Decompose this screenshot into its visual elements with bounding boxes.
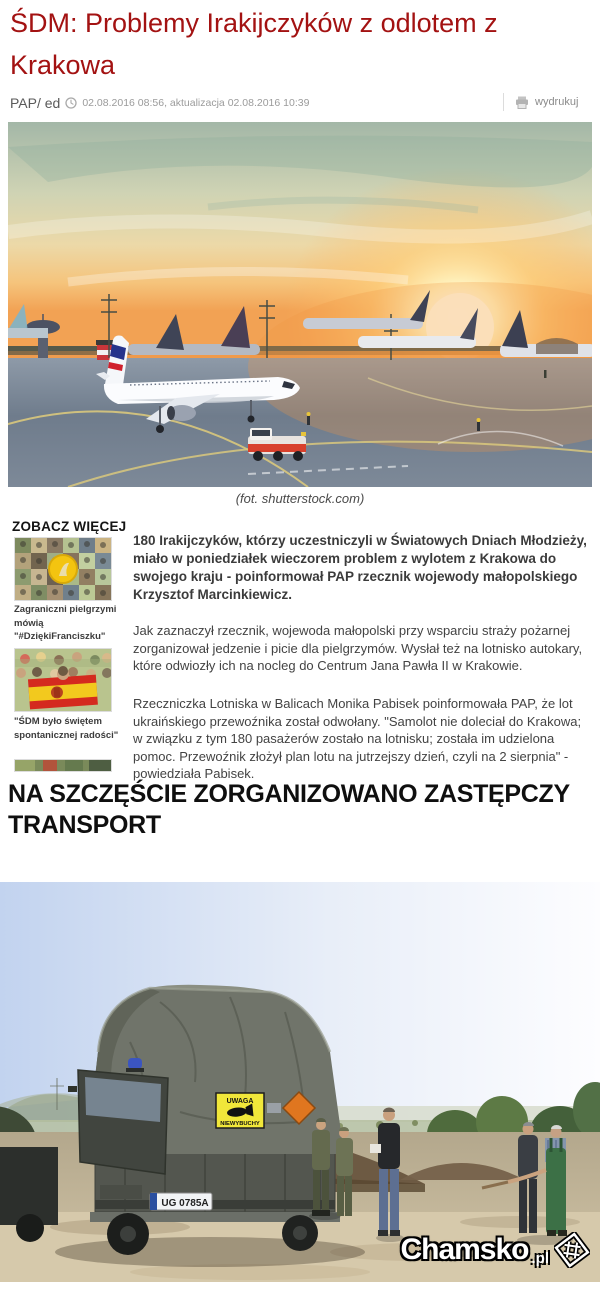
watermark-text: Chamsko — [400, 1233, 529, 1266]
related-link-2[interactable]: "ŚDM było świętem spontanicznej radości" — [14, 716, 119, 741]
warning-sign-line1: UWAGA — [226, 1098, 254, 1105]
clock-icon — [65, 97, 77, 109]
spanish-flag-crowd-image — [15, 649, 111, 711]
byline-timestamp: 02.08.2016 08:56, aktualizacja 02.08.2016 10:39 — [82, 97, 310, 109]
license-plate: UG 0785A — [161, 1198, 209, 1209]
airport-sunset-illustration — [8, 122, 592, 487]
page-title: ŚDM: Problemy Irakijczyków z odlotem z Krakowa — [10, 8, 498, 80]
bottom-photo-truck — [0, 882, 600, 1282]
print-button[interactable] — [503, 93, 578, 111]
byline — [10, 95, 309, 111]
watermark-suffix: .pl — [531, 1250, 549, 1267]
article-paragraph-2: Rzeczniczka Lotniska w Balicach Monika Pabisek poinformowała PAP, że lot ukraińskiego przewoźnika został odwołany. "Samolot nie doleciał do Krakowa; w związku z tym 180 pasażerów zostało na lotnisku; została im udzielona pomoc. Przewoźnik złożył plan lotu na jutrzejszy dzień, czyli na 2 sierpnia" - powiedziała Pabisek. — [133, 696, 582, 781]
photo-caption: (fot. shutterstock.com) — [235, 491, 365, 506]
related-thumbnail-1[interactable] — [14, 537, 112, 601]
warning-sign-line2: NIEWYBUCHY — [220, 1121, 260, 1127]
related-thumbnail-2[interactable] — [14, 648, 112, 712]
print-label: wydrukuj — [535, 96, 579, 108]
printer-icon — [515, 96, 529, 109]
byline-source: PAP/ ed — [10, 95, 61, 111]
crowd-collage-image — [15, 538, 111, 600]
related-link-1[interactable]: Zagraniczni pielgrzymi mówią "#DziękiFranciszku" — [14, 604, 117, 642]
article-paragraph-1: Jak zaznaczył rzecznik, wojewoda małopolski przy wsparciu straży pożarnej zorganizował jedzenie i picie dla pielgrzymów. Wysłał też na lotnisko autokary, które odwiozły ich na nocleg do Centrum Jana Pawła II w Krakowie. — [133, 623, 583, 673]
military-truck-illustration — [0, 882, 600, 1282]
hash-diamond-icon — [554, 1232, 590, 1268]
article-lead: 180 Irakijczyków, którzy uczestniczyli w Światowych Dniach Młodzieży, miało w poniedziałek wieczorem problem z wylotem z Krakowa do swojego kraju - poinformował PAP rzecznik wojewody małopolskiego Krzysztof Marcinkiewicz. — [133, 532, 587, 602]
see-more-title: ZOBACZ WIĘCEJ — [12, 519, 127, 534]
article-subheading: NA SZCZĘŚCIE ZORGANIZOWANO ZASTĘPCZY TRANSPORT — [8, 780, 570, 839]
cropped-thumbnail-image — [15, 760, 111, 771]
watermark — [400, 1232, 590, 1268]
main-photo-airport — [8, 122, 592, 487]
related-thumbnail-3[interactable] — [14, 759, 112, 772]
